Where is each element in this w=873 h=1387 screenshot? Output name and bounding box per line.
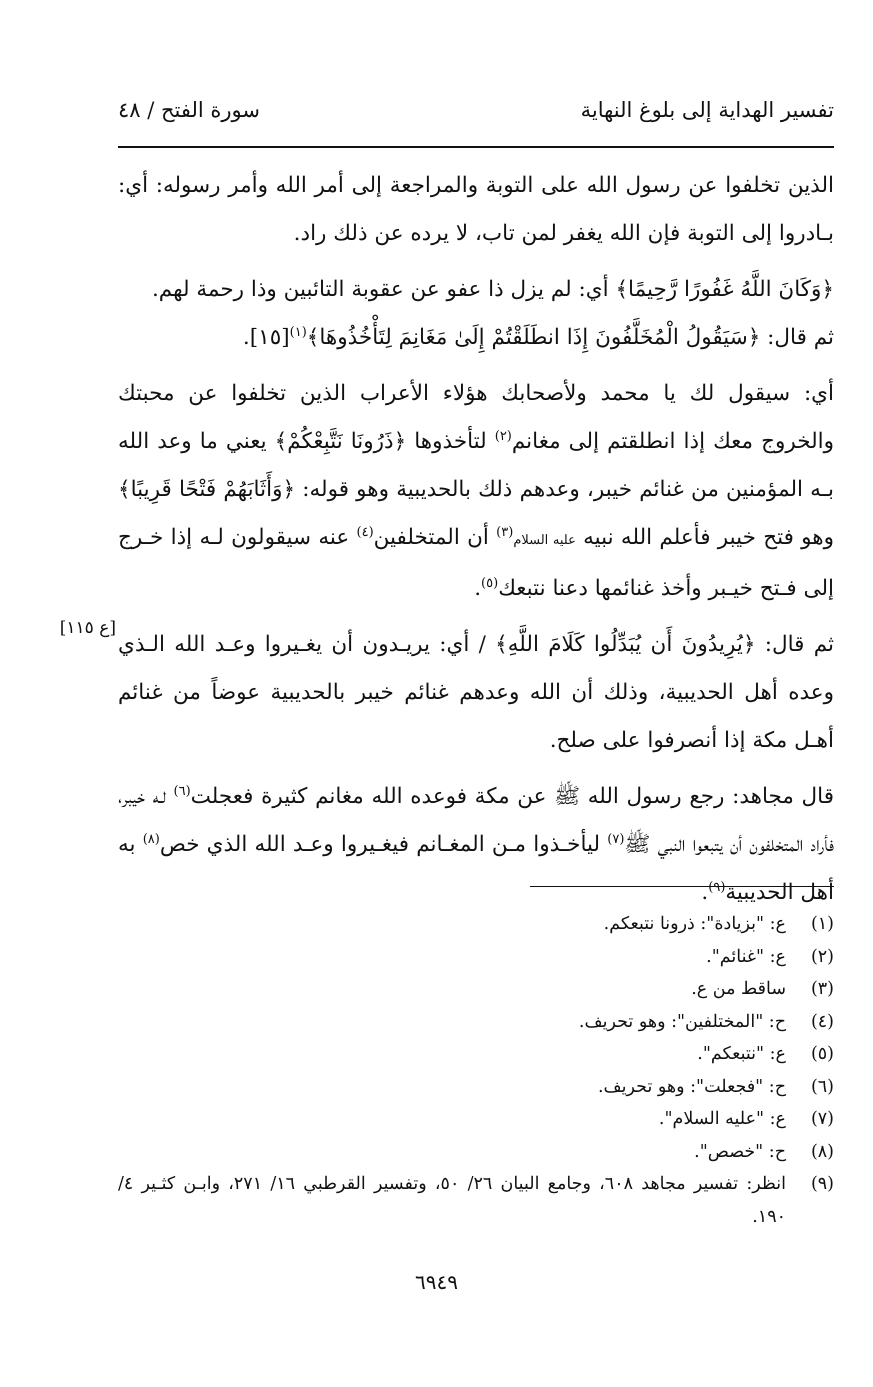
salutation: ﷺ (624, 832, 651, 857)
footnote-text: ساقط من ع. (691, 979, 786, 999)
footnote (118, 908, 834, 941)
quran-verse: ﴿ذَرُونَا نَتَّبِعْكُمْ﴾ (274, 429, 407, 454)
paragraph-text: ثم قال: (760, 325, 834, 350)
book-title: تفسير الهداية إلى بلوغ النهاية (580, 98, 834, 122)
surah-page-label: سورة الفتح / ٤٨ (118, 98, 260, 122)
header-rule (118, 146, 834, 148)
footnote (118, 1136, 834, 1169)
quran-verse: ﴿سَيَقُولُ الْمُخَلَّفُونَ إِذَا انطَلَقْتُمْ إِلَىٰ مَغَانِمَ لِتَأْخُذُوهَا﴾ (306, 325, 761, 350)
footnote-number: (٨) (810, 1141, 834, 1162)
paragraph-text: ليأخـذوا مـن المغـانم فيغـيروا وعـد الله الذي خص (159, 832, 608, 857)
paragraph-text: أن المتخلفين (373, 525, 497, 550)
paragraph-text: عن مكة فوعده الله مغانم كثيرة فعجلت (190, 784, 555, 809)
paragraph-4 (118, 370, 834, 613)
quran-verse: ﴿وَكَانَ اللَّهُ غَفُورًا رَّحِيمًا﴾ (615, 277, 834, 302)
footnote-ref: (٥) (481, 575, 499, 591)
footnote (118, 941, 834, 974)
footnote-text: انظر: تفسير مجاهد ٦٠٨، وجامع البيان ٢٦/ ٥٠، وتفسير القرطبي ١٦/ ٢٧١، وابـن كثـير ٤/ ١٩٠. (118, 1174, 786, 1227)
footnote-number: (٩) (810, 1174, 834, 1194)
footnote-ref: (٧) (607, 831, 625, 847)
paragraph-text: لتأخذوها (406, 429, 495, 454)
paragraph-text: به أهل الحديبية (118, 832, 834, 905)
footnote-ref: (٢) (494, 428, 512, 444)
footnotes (118, 908, 834, 1233)
footnote (118, 1038, 834, 1071)
quran-verse: ﴿وَأَثَابَهُمْ فَتْحًا قَرِيبًا﴾ (118, 477, 296, 502)
footnote-ref: (٤) (356, 524, 374, 540)
footnote-ref: (٣) (496, 524, 514, 540)
footnote-text: ع: "غنائم". (706, 946, 786, 967)
salutation: عليه السلام (513, 533, 576, 548)
salutation: ﷺ (554, 784, 581, 809)
footnote (118, 1006, 834, 1039)
main-text (118, 162, 834, 917)
footnote-number: (٦) (810, 1076, 834, 1097)
footnote-text: ح: "المختلفين": وهو تحريف. (578, 1011, 786, 1032)
footnote-number: (٥) (810, 1044, 834, 1064)
footnote-number: (٤) (810, 1011, 834, 1032)
footnote-ref: (٦) (173, 783, 191, 799)
footnote-ref: (٨) (142, 831, 160, 847)
manuscript-margin-note: [ع ١١٥] (59, 618, 116, 638)
paragraph-2 (118, 266, 834, 314)
footnote-text: ح: "فجعلت": وهو تحريف. (597, 1076, 786, 1097)
quran-verse: ﴿يُرِيدُونَ أَن يُبَدِّلُوا كَلَامَ اللَّهِ﴾ (495, 632, 756, 657)
paragraph-text: / أي: يريـدون أن يغـيروا وعـد الله الـذي وعده أهل الحديبية، وذلك أن الله وعدهم غنائم خيبر بالحديبية عوضاً من غنائم أهـل مكة إذا أنصرفوا على صلح. (118, 632, 834, 753)
footnote-text: ح: "خصص". (694, 1141, 786, 1162)
paragraph-1: الذين تخلفوا عن رسول الله على التوبة والمراجعة إلى أمر الله وأمر رسوله: أي: بـادروا إلى التوبة فإن الله يغفر لمن تاب، لا يرده عن ذلك راد. (118, 173, 834, 246)
footnote-text: ع: "نتبعكم". (697, 1044, 786, 1064)
verse-number: [١٥]. (242, 325, 290, 350)
footnote (118, 973, 834, 1006)
footnote-ref: (٩) (708, 879, 726, 895)
paragraph-6 (118, 773, 834, 917)
paragraph-text: أي: سيقول لك يا محمد ولأصحابك هؤلاء الأعراب الذين تخلفوا عن محبتك والخروج معك إذا انطلقتم إلى مغانم (118, 381, 835, 454)
paragraph-text: أي: لم يزل ذا عفو عن عقوبة التائبين وذا رحمة لهم. (151, 277, 616, 302)
running-header (118, 92, 834, 132)
paragraph-text: وهو فتح خيبر فأعلم الله نبيه (575, 525, 834, 550)
paragraph-text: ثم قال: (755, 632, 835, 657)
footnote-number: (٧) (810, 1109, 834, 1129)
paragraph-3 (118, 314, 834, 362)
footnote (118, 1071, 834, 1104)
paragraph-text: . (474, 576, 482, 601)
paragraph-5 (118, 621, 834, 765)
paragraph-text: قال مجاهد: رجع رسول الله (580, 784, 835, 809)
paragraph-text: يعني ما وعد الله بـه المؤمنين من غنائم خيبر، وعدهم ذلك بالحديبية وهو قوله: (118, 429, 834, 502)
paragraph-text: لـه خيبر، فأراد المتخلفون أن يتبعوا النبي (118, 784, 834, 857)
footnote (118, 1103, 834, 1136)
footnote-number: (١) (810, 914, 834, 934)
footnote-text: ع: "عليه السلام". (658, 1109, 786, 1129)
footnote (118, 1168, 834, 1233)
paragraph-text: عنه سيقولون لـه إذا خـرج إلى فـتح خيـبر وأخذ غنائمها دعنا نتبعك (118, 525, 834, 601)
footnote-number: (٣) (810, 979, 834, 999)
footnote-number: (٢) (810, 946, 834, 967)
footnote-text: ع: "بزيادة": ذرونا نتبعكم. (603, 914, 786, 934)
paragraph-text: . (701, 880, 709, 905)
footnote-rule (530, 886, 834, 887)
page-number: ٦٩٤٩ (415, 1270, 458, 1294)
footnote-ref: (١) (289, 324, 307, 340)
